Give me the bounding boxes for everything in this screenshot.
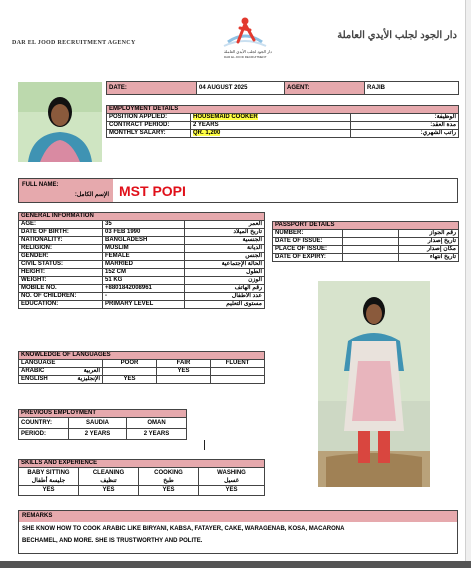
previous-employment-title: PREVIOUS EMPLOYMENT — [19, 410, 187, 418]
previous-employment-table — [18, 409, 187, 440]
portrait-image — [18, 82, 102, 162]
skill-washing — [199, 468, 265, 486]
lang-arabic-fluent — [211, 368, 265, 376]
education-value: PRIMARY LEVEL — [103, 301, 185, 309]
full-name-value: MST POPI — [119, 183, 186, 199]
agency-name-ar: دار الجود لجلب الأيدي العاملة — [337, 30, 457, 41]
nationality-label: NATIONALITY: — [19, 237, 103, 245]
page-bottom-border — [0, 561, 471, 568]
education-label: EDUCATION: — [19, 301, 103, 309]
lang-english — [19, 376, 103, 384]
employment-details-title: EMPLOYMENT DETAILS — [107, 106, 459, 114]
skill-washing-ar: غسيل — [224, 477, 239, 484]
position-label-ar: الوظيفة: — [351, 114, 459, 122]
full-name-section — [18, 178, 458, 203]
civil-status-label: CIVIL STATUS: — [19, 261, 103, 269]
text-cursor — [204, 440, 205, 450]
dob-value: 03 FEB 1990 — [103, 229, 185, 237]
passport-number-label: NUMBER: — [273, 230, 343, 238]
agent-value: RAJIB — [365, 82, 459, 95]
lang-english-ar: الإنجليزية — [77, 376, 100, 382]
age-label-ar: العمر — [185, 221, 265, 229]
height-label-ar: الطول — [185, 269, 265, 277]
lang-header-fair: FAIR — [157, 360, 211, 368]
issue-place-value — [343, 246, 399, 254]
gender-label: GENDER: — [19, 253, 103, 261]
lang-english-poor: YES — [103, 376, 157, 384]
languages-table — [18, 351, 265, 384]
salary-value-text: QR. 1,200 — [193, 130, 221, 136]
issue-place-label-ar: مكان إصدار — [399, 246, 459, 254]
general-information-table — [18, 212, 265, 309]
remarks-section — [18, 510, 458, 554]
lang-english-en: ENGLISH — [21, 376, 48, 382]
skill-cooking-ar: طبخ — [163, 477, 174, 484]
issue-date-value — [343, 238, 399, 246]
height-label: HEIGHT: — [19, 269, 103, 277]
lang-arabic-fair: YES — [157, 368, 211, 376]
contract-label: CONTRACT PERIOD: — [107, 122, 191, 130]
date-label: DATE: — [107, 82, 197, 95]
gender-value: FEMALE — [103, 253, 185, 261]
applicant-full-body-photo — [318, 281, 430, 487]
salary-label: MONTHLY SALARY: — [107, 130, 191, 138]
header-info-table — [106, 81, 459, 95]
skill-cleaning-ar: تنظيف — [100, 477, 117, 484]
children-value: - — [103, 293, 185, 301]
full-body-image — [318, 281, 430, 487]
salary-label-ar: راتب الشهري: — [351, 130, 459, 138]
gender-label-ar: الجنس — [185, 253, 265, 261]
age-value: 35 — [103, 221, 185, 229]
logo-caption-en: DAR EL JOOD RECRUITMENT — [224, 55, 267, 59]
skill-cleaning-value: YES — [79, 486, 139, 496]
children-label-ar: عدد الأطفال — [185, 293, 265, 301]
education-label-ar: مستوى التعليم — [185, 301, 265, 309]
lang-arabic-ar: العربية — [83, 368, 100, 374]
religion-label: RELIGION: — [19, 245, 103, 253]
passport-number-label-ar: رقم الجواز — [399, 230, 459, 238]
employment-details-table — [106, 105, 459, 138]
skills-title: SKILLS AND EXPERIENCE — [19, 460, 265, 468]
expiry-date-label-ar: تاريخ انتهاء — [399, 254, 459, 262]
skill-cooking — [139, 468, 199, 486]
lang-arabic-en: ARABIC — [21, 368, 45, 374]
age-label: AGE: — [19, 221, 103, 229]
weight-label-ar: الوزن — [185, 277, 265, 285]
skill-cooking-value: YES — [139, 486, 199, 496]
mobile-value: +8801842008961 — [103, 285, 185, 293]
applicant-portrait-photo — [18, 82, 102, 162]
lang-header-fluent: FLUENT — [211, 360, 265, 368]
agent-label: AGENT: — [285, 82, 365, 95]
general-information-title: GENERAL INFORMATION — [19, 213, 265, 221]
languages-title: KNOWLEDGE OF LANGUAGES — [19, 352, 265, 360]
passport-details-table — [272, 221, 459, 262]
height-value: 152 CM — [103, 269, 185, 277]
position-value — [191, 114, 351, 122]
prev-period-label: PERIOD: — [19, 429, 69, 440]
passport-details-title: PASSPORT DETAILS — [273, 222, 459, 230]
lang-english-fluent — [211, 376, 265, 384]
agency-name-en: DAR EL JOOD RECRUITMENT AGENCY — [12, 40, 136, 46]
skill-cooking-en: COOKING — [154, 469, 183, 476]
expiry-date-label: DATE OF EXPIRY: — [273, 254, 343, 262]
remarks-line-2: BECHAMEL, AND MORE. SHE IS TRUSTWORTHY AND POLITE. — [22, 538, 203, 544]
page-right-edge — [465, 0, 471, 561]
skill-baby-sitting-en: BABY SITTING — [27, 469, 70, 476]
prev-period-2: 2 YEARS — [127, 429, 187, 440]
dob-label: DATE OF BIRTH: — [19, 229, 103, 237]
civil-status-value: MARRIED — [103, 261, 185, 269]
prev-country-2: OMAN — [127, 418, 187, 429]
lang-header-language: LANGUAGE — [19, 360, 103, 368]
skill-washing-value: YES — [199, 486, 265, 496]
skill-baby-sitting-value: YES — [19, 486, 79, 496]
skill-baby-sitting-ar: جليسة أطفال — [31, 477, 66, 484]
date-value: 04 AUGUST 2025 — [197, 82, 285, 95]
prev-period-1: 2 YEARS — [69, 429, 127, 440]
weight-value: 51 KG — [103, 277, 185, 285]
contract-value: 2 YEARS — [191, 122, 351, 130]
skill-baby-sitting — [19, 468, 79, 486]
skill-washing-en: WASHING — [217, 469, 246, 476]
issue-date-label-ar: تاريخ إصدار — [399, 238, 459, 246]
remarks-line-1: SHE KNOW HOW TO COOK ARABIC LIKE BIRYANI, KABSA, FATAYER, CAKE, WARAGENAB, KOSA, MACARONA — [22, 526, 345, 532]
position-label: POSITION APPLIED: — [107, 114, 191, 122]
salary-value — [191, 130, 351, 138]
passport-number-value — [343, 230, 399, 238]
expiry-date-value — [343, 254, 399, 262]
civil-status-label-ar: الحالة الإجتماعية — [185, 261, 265, 269]
lang-arabic-poor — [103, 368, 157, 376]
lang-header-poor: POOR — [103, 360, 157, 368]
religion-value: MUSLIM — [103, 245, 185, 253]
agency-logo — [210, 12, 280, 64]
skill-cleaning — [79, 468, 139, 486]
contract-label-ar: مدة العقد: — [351, 122, 459, 130]
skill-cleaning-en: CLEANING — [92, 469, 125, 476]
weight-label: WEIGHT: — [19, 277, 103, 285]
children-label: NO. OF CHILDREN: — [19, 293, 103, 301]
mobile-label: MOBILE NO. — [19, 285, 103, 293]
mobile-label-ar: رقم الهاتف — [185, 285, 265, 293]
prev-country-1: SAUDIA — [69, 418, 127, 429]
full-name-label-box — [19, 179, 113, 202]
religion-label-ar: الديانة — [185, 245, 265, 253]
full-name-label: FULL NAME: — [22, 182, 59, 188]
skills-table — [18, 459, 265, 496]
position-value-text: HOUSEMAID COOKER — [193, 114, 258, 120]
issue-place-label: PLACE OF ISSUE: — [273, 246, 343, 254]
remarks-title: REMARKS — [19, 511, 457, 522]
prev-country-label: COUNTRY: — [19, 418, 69, 429]
dob-label-ar: تاريخ الميلاد — [185, 229, 265, 237]
logo-caption-ar: دار الجود لجلب الأيدي العاملة — [224, 49, 272, 54]
lang-english-fair — [157, 376, 211, 384]
lang-arabic — [19, 368, 103, 376]
full-name-label-ar: الإسم الكامل: — [74, 192, 109, 198]
nationality-value: BANGLADESH — [103, 237, 185, 245]
nationality-label-ar: الجنسية — [185, 237, 265, 245]
issue-date-label: DATE OF ISSUE: — [273, 238, 343, 246]
